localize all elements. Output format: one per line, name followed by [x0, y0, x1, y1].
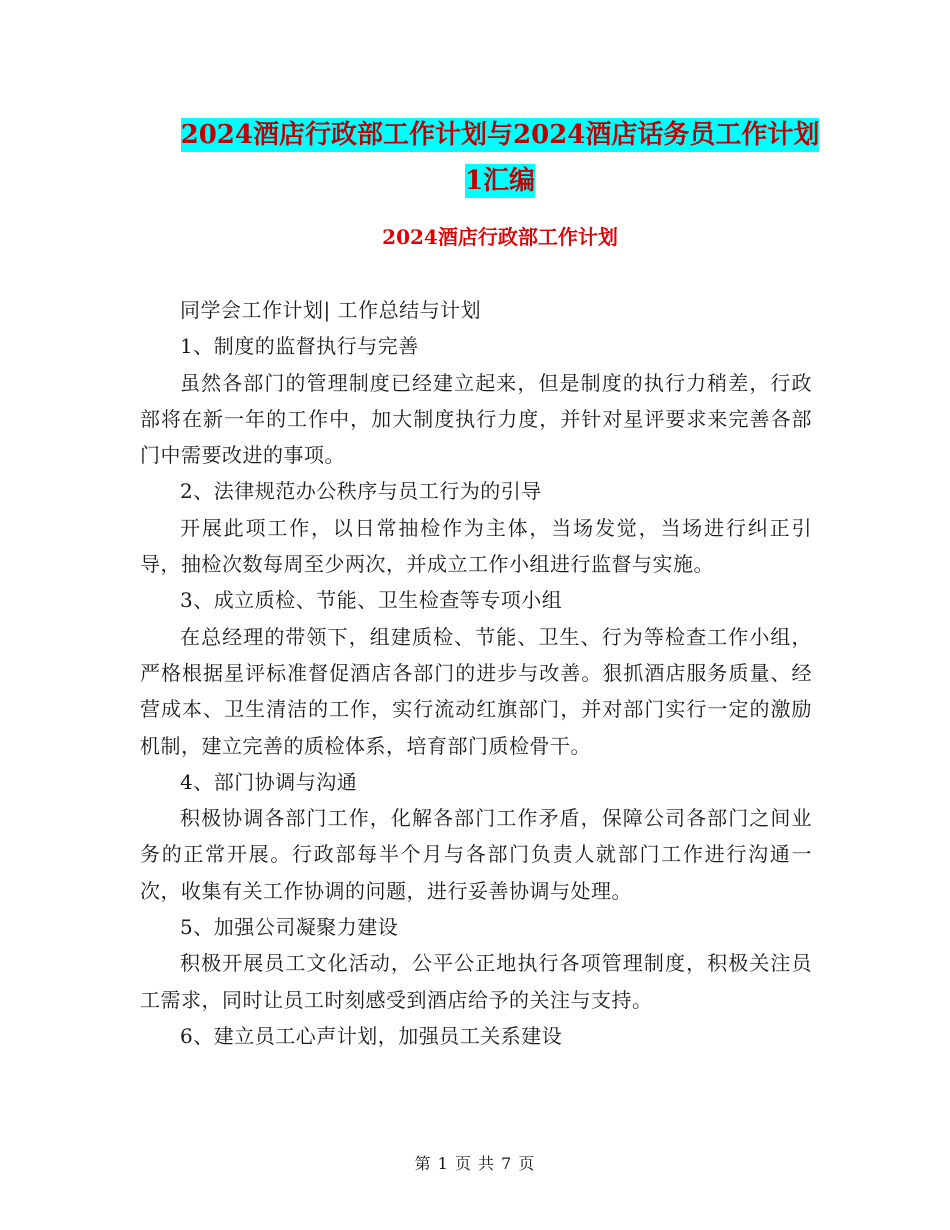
document-title-line-2: 1汇编: [464, 166, 536, 196]
paragraph: 6、建立员工心声计划，加强员工关系建设: [180, 1023, 563, 1048]
paragraph: 1、制度的监督执行与完善: [180, 334, 419, 359]
page-footer: 第 1 页 共 7 页: [414, 1154, 536, 1173]
paragraph: 开展此项工作，以日常抽检作为主体，当场发觉，当场进行纠正引导，抽检次数每周至少两次，并成立工作小组进行监督与实施。: [140, 515, 812, 577]
paragraph: 在总经理的带领下，组建质检、节能、卫生、行为等检查工作小组，严格根据星评标准督促酒店各部门的进步与改善。狠抓酒店服务质量、经营成本、卫生清洁的工作，实行流动红旗部门，并对部门实行一定的激励机制，建立完善的质检体系，培育部门质检骨干。: [140, 624, 812, 758]
section-title: 2024酒店行政部工作计划: [382, 225, 618, 249]
document-title-line-1: 2024酒店行政部工作计划与2024酒店话务员工作计划: [180, 120, 820, 150]
paragraph: 4、部门协调与沟通: [180, 769, 358, 794]
paragraph: 同学会工作计划| 工作总结与计划: [180, 298, 482, 322]
paragraph: 3、成立质检、节能、卫生检查等专项小组: [180, 588, 563, 613]
document-body: [140, 292, 812, 1054]
paragraph: 2、法律规范办公秩序与员工行为的引导: [180, 479, 542, 504]
paragraph: 虽然各部门的管理制度已经建立起来，但是制度的执行力稍差，行政部将在新一年的工作中，加大制度执行力度，并针对星评要求来完善各部门中需要改进的事项。: [140, 370, 812, 468]
paragraph: 积极协调各部门工作，化解各部门工作矛盾，保障公司各部门之间业务的正常开展。行政部每半个月与各部门负责人就部门工作进行沟通一次，收集有关工作协调的问题，进行妥善协调与处理。: [140, 806, 812, 903]
document-title: [140, 112, 860, 204]
paragraph: 5、加强公司凝聚力建设: [180, 915, 399, 940]
paragraph: 积极开展员工文化活动，公平公正地执行各项管理制度，积极关注员工需求，同时让员工时刻感受到酒店给予的关注与支持。: [140, 951, 812, 1012]
